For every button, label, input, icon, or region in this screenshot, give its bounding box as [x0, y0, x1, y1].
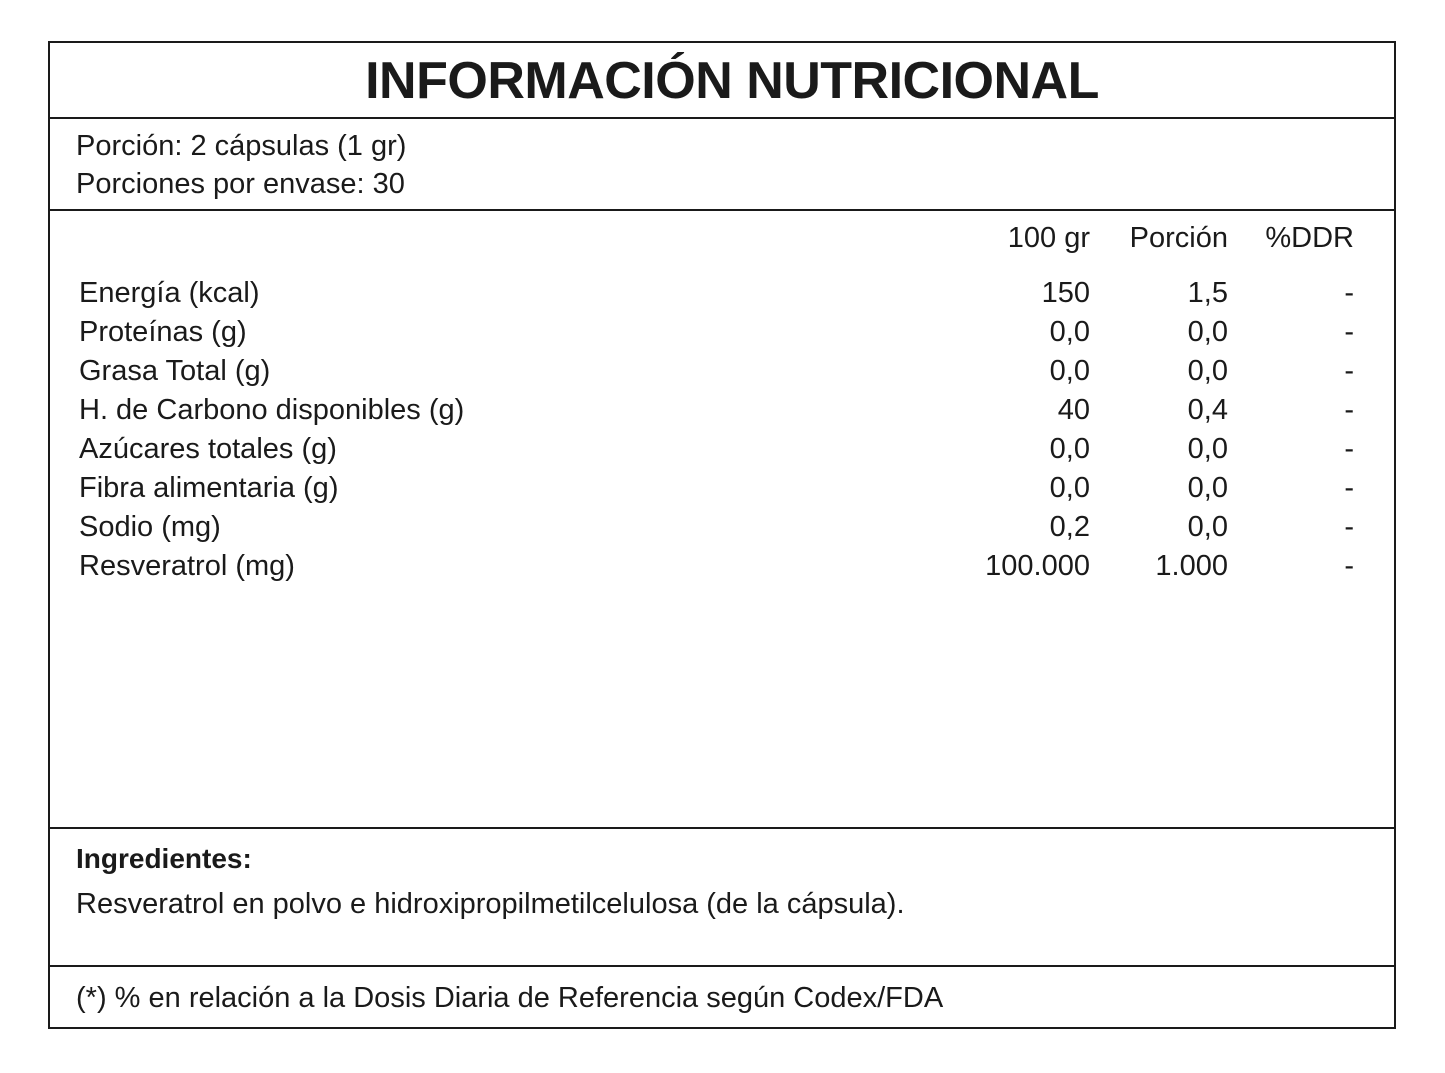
value-portion: 0,0 — [1187, 316, 1228, 348]
value-100g: 100.000 — [985, 550, 1090, 582]
table-header-row — [50, 219, 1394, 258]
value-ddr: - — [1344, 472, 1354, 504]
table-row — [50, 469, 1394, 508]
value-portion: 0,0 — [1187, 433, 1228, 465]
serving-size: Porción: 2 cápsulas (1 gr) — [76, 130, 407, 162]
value-100g: 0,2 — [1049, 511, 1090, 543]
value-portion: 1.000 — [1155, 550, 1228, 582]
title-section — [50, 43, 1394, 119]
table-row — [50, 391, 1394, 430]
value-portion: 0,4 — [1187, 394, 1228, 426]
footnote-section — [50, 967, 1394, 1029]
value-ddr: - — [1344, 433, 1354, 465]
nutrient-name: Proteínas (g) — [79, 316, 247, 348]
footnote-text: (*) % en relación a la Dosis Diaria de Referencia según Codex/FDA — [76, 982, 944, 1014]
value-100g: 0,0 — [1049, 472, 1090, 504]
ingredients-heading: Ingredientes: — [76, 843, 252, 874]
table-row — [50, 313, 1394, 352]
value-100g: 0,0 — [1049, 316, 1090, 348]
value-100g: 150 — [1041, 277, 1090, 309]
table-row — [50, 508, 1394, 547]
nutrient-name: Fibra alimentaria (g) — [79, 472, 339, 504]
table-row — [50, 430, 1394, 469]
nutrient-name: Energía (kcal) — [79, 277, 260, 309]
value-ddr: - — [1344, 316, 1354, 348]
value-portion: 0,0 — [1187, 472, 1228, 504]
header-100g: 100 gr — [1007, 222, 1090, 254]
nutrition-label — [48, 41, 1396, 1029]
value-ddr: - — [1344, 394, 1354, 426]
value-100g: 0,0 — [1049, 433, 1090, 465]
header-ddr: %DDR — [1265, 222, 1354, 254]
value-100g: 0,0 — [1049, 355, 1090, 387]
nutrient-name: H. de Carbono disponibles (g) — [79, 394, 465, 426]
value-portion: 0,0 — [1187, 511, 1228, 543]
value-portion: 1,5 — [1187, 277, 1228, 309]
nutrition-table — [50, 211, 1394, 829]
serving-section — [50, 119, 1394, 211]
header-portion: Porción — [1129, 222, 1228, 254]
table-row — [50, 352, 1394, 391]
nutrient-name: Azúcares totales (g) — [79, 433, 337, 465]
ingredients-section — [50, 829, 1394, 967]
value-100g: 40 — [1057, 394, 1090, 426]
nutrient-name: Resveratrol (mg) — [79, 550, 295, 582]
ingredients-text: Resveratrol en polvo e hidroxipropilmetilcelulosa (de la cápsula). — [76, 888, 905, 920]
table-row — [50, 274, 1394, 313]
value-ddr: - — [1344, 355, 1354, 387]
label-title: INFORMACIÓN NUTRICIONAL — [365, 52, 1099, 110]
value-ddr: - — [1344, 511, 1354, 543]
nutrient-name: Grasa Total (g) — [79, 355, 271, 387]
value-ddr: - — [1344, 277, 1354, 309]
table-row — [50, 547, 1394, 586]
nutrient-name: Sodio (mg) — [79, 511, 221, 543]
servings-per-container: Porciones por envase: 30 — [76, 168, 405, 200]
value-portion: 0,0 — [1187, 355, 1228, 387]
value-ddr: - — [1344, 550, 1354, 582]
